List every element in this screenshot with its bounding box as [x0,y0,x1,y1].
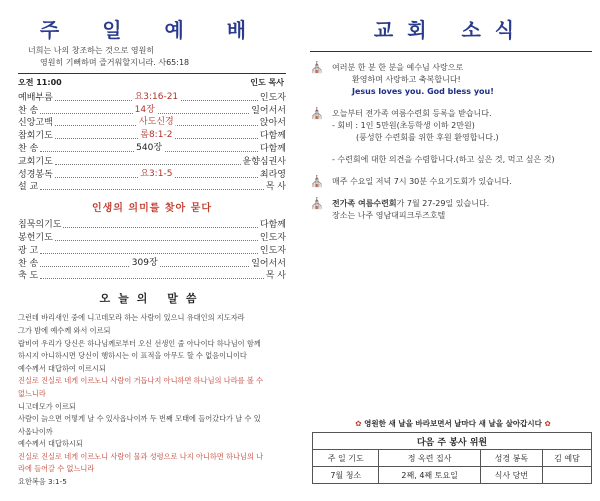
order-item-label: 봉헌기도 [18,232,53,243]
scripture-line: 없느니라 [18,388,46,398]
dot-leader [55,168,258,179]
order-item-label: 성경봉독 [18,169,53,180]
dot-leader [55,164,241,165]
news-title: 교회 소식 [373,18,529,42]
scripture-text [18,312,286,476]
scripture-line: 라에 들어갈 수 없느니라 [18,464,95,474]
volunteer-table [312,432,592,484]
scripture-line: 진실로 진실로 네게 이르노니 사람이 거듭나지 아니하면 하나님의 나라를 볼 수 [18,376,264,386]
order-item-detail: 요3:1-5 [140,168,173,179]
order-item-detail: 요3:16-21 [134,91,179,102]
church-icon: ⛪ [310,107,324,120]
order-item-label: 참회기도 [18,131,53,142]
dot-leader [55,117,258,128]
news-item-retreat-registration: ⛪ 오늘부터 전가족 여름수련회 등록을 받습니다. - 회비 : 1인 5만원(초등학생 이하 2만원) (풍성한 수련회를 위한 후원 환영합니다.) - 수련회에 대한 의견을 수렴합니다.(하고 싶은 것, 먹고 싶은 것) [310,107,555,164]
sermon-title: 인생의 의미를 찾아 묻다 [91,203,213,215]
order-item-person: 목 사 [265,271,286,282]
order-item-detail: 롬8:1-2 [140,130,173,141]
scripture-line: 그런데 바리새인 중에 니고데모라 하는 사람이 있으니 유대인의 지도자라 [18,313,245,323]
order-item-person: 일어서서 [251,258,286,269]
dot-leader [40,142,258,153]
order-item [18,91,286,104]
order-item-person: 목 사 [265,182,286,193]
order-item-label: 찬 송 [18,143,39,154]
order-item [18,104,286,117]
scripture-line: 니고데모가 이르되 [18,401,76,411]
church-news-panel [310,8,592,232]
order-item-label: 축 도 [18,271,39,282]
order-item-label: 교회기도 [18,156,53,167]
order-item-label: 예배부름 [18,92,53,103]
order-item-person: 다함께 [259,143,286,154]
order-item-person: 인도자 [259,245,286,256]
order-of-service [18,91,286,193]
worship-order-panel [18,8,286,489]
order-item [18,270,286,283]
order-item-label: 신앙고백 [18,118,53,129]
dot-leader [40,253,258,254]
dot-leader [40,257,249,268]
table-row: 7월 청소 2째, 4째 토요일 식사 당번 [313,467,592,484]
flower-icon: ✿ [541,419,551,428]
scripture-line: 하시지 아니하시면 당신이 행하시는 이 표적을 아무도 할 수 없음이니이다 [18,351,247,361]
news-item-summer-retreat: ⛪ 전가족 여름수련회가 7월 27-29일 있습니다. 장소는 나주 영남대피크루즈호텔 [310,197,490,220]
dot-leader [40,104,249,115]
dot-leader [55,91,258,102]
church-icon: ⛪ [310,175,324,188]
flower-icon: ✿ [355,419,365,428]
order-item-detail: 540장 [136,142,163,153]
order-item-label: 광 고 [18,245,39,256]
divider [18,73,286,74]
scripture-line: 진실로 진실로 네게 이르노니 사람이 물과 성령으로 나지 아니하면 하나님의 나 [18,451,264,461]
order-item-person: 앉아서 [259,118,286,129]
dot-leader [40,189,264,190]
scripture-line: 그가 밤에 예수께 와서 이르되 [18,325,111,335]
order-item [18,231,286,244]
divider [310,51,592,52]
church-icon: ⛪ [310,61,324,74]
scripture-line: 사람이 늙으면 어떻게 날 수 있사옵나이까 두 번째 모태에 들어갔다가 날 수 있 [18,414,261,424]
order-item-person: 일어서서 [251,105,286,116]
order-item [18,155,286,168]
order-item [18,218,286,231]
order-item [18,129,286,142]
order-item-detail: 사도신경 [138,117,174,128]
order-item-label: 찬 송 [18,258,39,269]
order-item [18,142,286,155]
order-item-person: 다함께 [259,220,286,231]
service-time: 오전 11:00 [18,78,62,87]
dot-leader [40,278,264,279]
order-item-person: 인도자 [259,232,286,243]
order-item [18,168,286,181]
scripture-line: 랍비여 우리가 당신은 하나님께로부터 오신 선생인 줄 아나이다 하나님이 함께 [18,338,261,348]
closing-banner: ✿ 영원한 새 날을 바라보면서 날마다 새 날을 살아갑시다 ✿ [355,419,551,428]
order-item-detail: 14장 [134,104,155,115]
news-item-welcome: ⛪ 여러분 한 분 한 분을 예수님 사랑으로 환영하며 사랑하고 축복합니다! Jesus loves you. God bless you! [310,61,494,96]
dot-leader [55,130,258,141]
order-item [18,181,286,194]
scripture-line: 예수께서 대답하여 이르시되 [18,363,106,373]
order-item [18,244,286,257]
scripture-reference: 요한복음 3:1-5 [18,477,67,487]
scripture-line: 사옵나이까 [18,426,53,436]
dot-leader [63,227,257,228]
service-leader: 인도 목사 [250,78,284,87]
order-item-label: 찬 송 [18,105,39,116]
scripture-line: 예수께서 대답하시되 [18,439,83,449]
order-of-service-2 [18,218,286,282]
worship-title: 주 일 예 배 [39,18,265,42]
order-item-label: 침묵의기도 [18,220,62,231]
dot-leader [55,240,258,241]
table-header: 다음 주 봉사 위원 [313,433,592,450]
order-item-person: 다함께 [259,131,286,142]
order-item [18,117,286,130]
order-item-label: 설 교 [18,182,39,193]
church-icon: ⛪ [310,197,324,210]
order-item-person: 윤향심권사 [242,156,286,167]
todays-word-title: 오늘의 말씀 [99,292,205,306]
table-row: 주 일 기도 정 옥련 집사 성경 봉독 김 예담 [313,450,592,467]
news-item-wednesday-prayer: ⛪ 매주 수요일 저녁 7시 30분 수요기도회가 있습니다. [310,175,512,188]
theme-verse: 너희는 나의 창조하는 것으로 영원히 영원히 기뻐하며 즐거워할지니라. 사65:18 [28,46,190,67]
order-item-detail: 309장 [131,257,158,268]
order-item-person: 인도자 [259,92,286,103]
order-item [18,257,286,270]
order-item-person: 최라영 [259,169,286,180]
service-header [18,77,284,88]
